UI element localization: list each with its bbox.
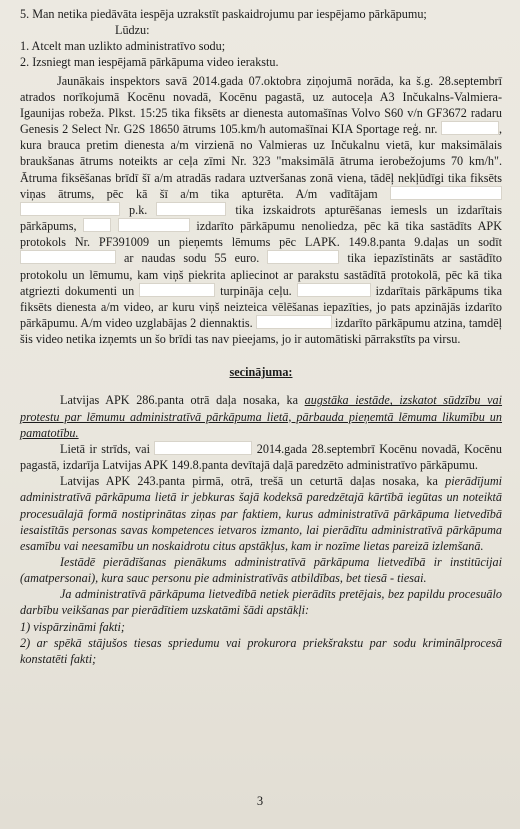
redaction-box (118, 218, 190, 232)
page-number: 3 (256, 794, 264, 808)
redaction-box (256, 315, 332, 329)
redaction-box (156, 202, 226, 216)
law-286-lead: Latvijas APK 286.panta otrā daļa nosaka, ka (60, 393, 298, 408)
report-text-9: izdarītais pārkāpums tika fiksēts dienesta a/m video, ar kuru viņš neizteica vēlēšanas iepazīties, jo pats apzinājās izdarīto pārkāpumu. A/m video uzglabājas 2 diennaktis. (20, 283, 503, 330)
dispute-text-2: 2014.gada 28.septembrī Kocēnu novadā, Kocēnu pagastā, izdarīja Latvijas APK 149.8.panta devītajā daļā paredzēto administratīvo pārkāpumu. (20, 441, 503, 473)
request-heading: Lūdzu: (115, 23, 150, 38)
item-5: 5. Man netika piedāvāta iespēja uzrakstīt paskaidrojumu par iespējamo pārkāpumu; (20, 7, 427, 21)
redaction-box (441, 121, 499, 135)
report-text-1: Jaunākais inspektors savā 2014.gada 07.oktobra ziņojumā norāda, ka š.g. 28.septembrī atrados norīkojumā Kocēnu novadā, Kocēnu pagastā, uz autoceļa A3 Inčukalns-Valmiera-Igaunijas robeža. Plkst. 15:25 tika fiksēts ar dienesta automašīnas Volvo S60 v/n GF3672 radaru Genesis 2 Select Nr. G2S 18650 ātrums 105.km/h automašīnai KIA Sportage reģ. nr. (20, 73, 502, 137)
report-text-8: turpināja ceļu. (220, 283, 292, 298)
redaction-box (267, 250, 339, 264)
redaction-box (20, 202, 120, 216)
presumption-paragraph: Ja administratīvā pārkāpuma lietvedībā netiek pierādīts pretējais, bez papildu procesuālo darbību veikšanas par pierādītiem uzskatāmi šādi apstākļi: (20, 587, 502, 618)
law-243-lead: Latvijas APK 243.panta pirmā, otrā, trešā un ceturtā daļas nosaka, ka (60, 474, 438, 489)
burden-of-proof-paragraph: Iestādē pierādīšanas pienākums administratīvā pārkāpuma lietvedībā ir institūcijai (amatpersonai), kura sauc personu pie administratīvās atbildības, bet tiesā - tiesai. (20, 555, 502, 586)
request-item-2: 2. Izsniegt man iespējamā pārkāpuma video ierakstu. (20, 55, 279, 70)
report-text-4: tika izskaidrots apturēšanas iemesls un izdarītais pārkāpums, (20, 202, 502, 234)
law-286-quote: augstāka iestāde, izskatot sūdzību vai protestu par lēmumu administratīvā pārkāpuma lietā, pārbauda pieņemtā lēmuma likumību un pamatotību. (20, 393, 503, 440)
request-item-1: 1. Atcelt man uzlikto administratīvo sodu; (20, 39, 226, 54)
report-text-5: izdarīto pārkāpumu nenoliedza, pēc kā tika sastādīts APK protokols Nr. PF391009 un pieņemts lēmums pēc LAPK. 149.8.panta 9.daļas un sodīt (20, 219, 503, 250)
law-paragraph-286 (20, 392, 502, 440)
section-heading: secinājuma: (229, 365, 293, 380)
redaction-box (390, 186, 502, 200)
report-text-2: , kura brauca pretim dienesta a/m virzienā no Valmieras uz Inčukalnu vietā, kur maksimālais braukšanas ātrums noteikts ar ceļa zīmi Nr. 323 "maksimālā ātruma ierobežojums 70 km/h". Ātruma fiksēšanas brīdī šī a/m atradās radara uztveršanas zonā viena, tādēļ nekļūdīgi tika fiksēts viņas ātrums, pēc kā šī a/m tika apturēta. A/m vadītājam (20, 122, 502, 201)
redaction-box (20, 250, 116, 264)
list-item-2: 2) ar spēkā stājušos tiesas spriedumu vai prokurora priekšrakstu par sodu kriminālprocesā konstatēti fakti; (20, 635, 502, 666)
law-paragraph-243 (20, 473, 502, 554)
report-text-7: tika iepazīstināts ar sastādīto protokolu un lēmumu, kam viņš piekrita apliecinot ar parakstu sastādītā protokolā, pēc kā tika atgriezti dokumenti un (20, 251, 503, 298)
report-text-3: p.k. (129, 202, 148, 217)
report-text-10: izdarīto pārkāpumu atzina, tamdēļ šis video netika izņemts un šo brīdi tas nav pieejams, jo ir automātiski pārrakstīts pa virsu. (20, 315, 502, 347)
list-item-1: 1) vispārzināmi fakti; (20, 619, 125, 634)
inspector-report-paragraph (20, 73, 502, 348)
law-243-quote: pierādījumi administratīvā pārkāpuma lietā ir jebkuras šajā kodeksā paredzētajā kārtībā iegūtas un noteiktā procesuālajā formā nostiprinātas ziņas par faktiem, kurus administratīvā pārkāpuma lietvedībā iesaistītās personas savas kompetences ietvaros izmanto, lai pierādītu administratīvā pārkāpuma esamību vai neesamību un noskaidrotu citus apstākļus, kam ir nozīme lietas pareizā izlemšanā. (20, 474, 503, 553)
report-text-6: ar naudas sodu 55 euro. (124, 251, 260, 266)
redaction-box (154, 441, 252, 455)
dispute-text-1: Lietā ir strīds, vai (60, 441, 150, 456)
dispute-paragraph (20, 441, 502, 473)
redaction-box (297, 283, 371, 297)
redaction-box (139, 283, 215, 297)
redaction-box (83, 218, 111, 232)
